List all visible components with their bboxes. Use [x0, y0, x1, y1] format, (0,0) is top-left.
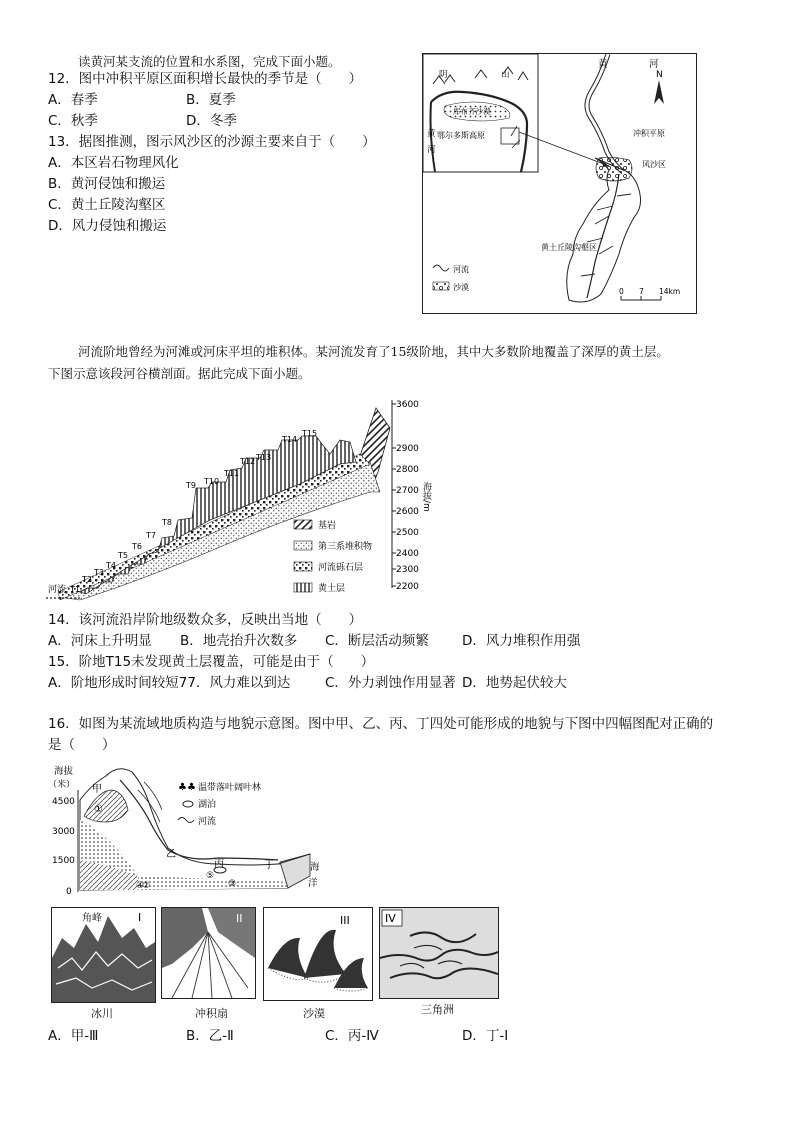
tree-icon: ♣♣: [178, 782, 196, 793]
q13-stem: 13．据图推测，图示风沙区的沙源主要来自于（ ）: [48, 134, 376, 150]
panel-I-numeral: I: [138, 911, 142, 924]
tributary-branches: [581, 194, 631, 276]
panel-II-numeral: II: [236, 912, 243, 925]
legend-forest-label: 温带落叶阔叶林: [198, 783, 262, 793]
elevation-ticks: [392, 400, 419, 592]
north-arrow-icon: [654, 80, 664, 104]
tick-3600: 3600: [396, 400, 419, 410]
point-jia: 甲: [92, 784, 102, 795]
intro-text-2-line2: 下图示意该段河谷横剖面。据此完成下面小题。: [48, 366, 311, 381]
yellow-river-main: [587, 54, 623, 172]
panel-III-numeral: III: [340, 914, 350, 927]
label-wind-sand: 风沙区: [642, 160, 666, 169]
q13-option-b[interactable]: B．黄河侵蚀和搬运: [48, 176, 166, 192]
q12-option-a[interactable]: A．春季: [48, 92, 98, 108]
circled-4: ④: [136, 881, 145, 891]
basin-tick-4500: 4500: [52, 797, 75, 807]
q16-stem-line2: 是（ ）: [48, 737, 116, 753]
panel-I-glacier: [51, 907, 156, 1003]
legend-loess-label: 黄土层: [318, 584, 346, 594]
legend-tertiary-label: 第三系堆积物: [318, 542, 373, 552]
q13-option-c[interactable]: C．黄土丘陵沟壑区: [48, 197, 166, 213]
q15-stem: 15．阶地T15未发现黄土层覆盖，可能是由于（ ）: [48, 654, 375, 670]
q14-option-c[interactable]: C．断层活动频繁: [325, 633, 429, 649]
legend-lake-label: 湖泊: [198, 800, 217, 810]
label-yin: 阴: [439, 70, 448, 80]
panel-II-alluvial-fan: [161, 907, 256, 999]
tick-2500: 2500: [396, 528, 419, 538]
panel-IV-caption: 三角洲: [421, 1003, 454, 1016]
terrace-label-T12: T12: [240, 457, 256, 466]
label-huang: 黄: [598, 59, 608, 70]
intro-text-1: 读黄河某支流的位置和水系图，完成下面小题。: [78, 54, 341, 69]
terrace-label-T1: T1: [70, 585, 80, 594]
legend-river-label: 河流: [453, 265, 469, 274]
scale-0: 0: [619, 287, 624, 296]
q16-option-a[interactable]: A．甲-Ⅲ: [48, 1028, 99, 1044]
river-icon: [178, 818, 194, 823]
terrace-label-T6: T6: [132, 542, 142, 551]
basin-axis-unit: （米）: [48, 780, 76, 790]
terrace-label-T15: T15: [302, 429, 318, 438]
point-bing: 丙: [214, 859, 224, 870]
panel-I-caption: 冰川: [91, 1007, 113, 1020]
terrace-label-T5: T5: [118, 551, 128, 560]
q14-option-a[interactable]: A．河床上升明显: [48, 633, 152, 649]
label-alluvial-plain: 冲积平原: [633, 129, 665, 138]
river-label: 河流: [48, 585, 67, 595]
terrace-label-T13: T13: [256, 453, 272, 462]
q13-option-d[interactable]: D．风力侵蚀和搬运: [48, 218, 167, 234]
panel-IV-delta: [379, 907, 499, 999]
label-inset-huang: 黄: [427, 129, 436, 139]
label-loess-hills: 黄土丘陵沟壑区: [541, 243, 597, 252]
river-system-map: [422, 53, 697, 314]
q12-option-c[interactable]: C．秋季: [48, 113, 98, 129]
tick-2400: 2400: [396, 549, 419, 559]
legend-desert-icon: [433, 282, 449, 290]
basin-axis-title: 海拔: [54, 766, 74, 777]
panel-III-desert: [263, 907, 373, 1001]
point-yi: 乙: [166, 849, 176, 860]
scale-7: 7: [639, 287, 644, 296]
terrace-label-T14: T14: [282, 435, 298, 444]
label-he: 河: [649, 59, 659, 70]
legend-gravel-label: 河流砾石层: [318, 563, 364, 573]
terrace-label-T10: T10: [204, 477, 220, 486]
tributary-river: [587, 174, 619, 298]
q15-option-a[interactable]: A．阶地形成时间较短77．风力难以到达: [48, 675, 291, 691]
basin-diagram: [48, 760, 338, 898]
terrace-label-T3: T3: [94, 568, 104, 577]
q13-option-a[interactable]: A．本区岩石物理风化: [48, 155, 179, 171]
basin-diagram-svg: [48, 760, 338, 898]
q14-option-b[interactable]: B．地壳抬升次数多: [180, 633, 298, 649]
circled-2: ②: [142, 881, 151, 891]
legend-gravel-swatch: [294, 562, 312, 571]
basin-legend: [178, 781, 261, 827]
circled-5: ⑤: [206, 871, 215, 881]
label-ordos: 鄂尔多斯高原: [437, 131, 485, 140]
panel-I-inner-label: 角峰: [82, 913, 102, 924]
sea-label-1: 海: [310, 862, 320, 873]
basin-tick-1500: 1500: [52, 856, 75, 866]
terrace-label-T9: T9: [186, 481, 196, 490]
profile-legend: [294, 519, 372, 594]
q14-option-d[interactable]: D．风力堆积作用强: [462, 633, 581, 649]
terrace-label-T8: T8: [162, 518, 172, 527]
basin-tick-3000: 3000: [52, 827, 75, 837]
intro-text-2-line1: 河流阶地曾经为河滩或河床平坦的堆积体。某河流发育了15级阶地，其中大多数阶地覆盖了深厚的黄土层。: [78, 344, 669, 359]
terrace-label-T2: T2: [82, 575, 92, 584]
terrace-profile-svg: [40, 392, 440, 606]
tick-2700: 2700: [396, 486, 419, 496]
q16-option-b[interactable]: B．乙-Ⅱ: [186, 1028, 234, 1044]
q12-option-b[interactable]: B．夏季: [186, 92, 236, 108]
terrace-profile: [40, 392, 440, 606]
q16-option-d[interactable]: D．丁-Ⅰ: [462, 1028, 509, 1044]
basin-tick-0: 0: [66, 887, 72, 897]
legend-river-label: 河流: [198, 817, 217, 827]
legend-loess-swatch: [294, 583, 312, 592]
terrace-label-T7: T7: [146, 531, 156, 540]
q16-stem-line1: 16．如图为某流域地质构造与地貌示意图。图中甲、乙、丙、丁四处可能形成的地貌与下图中四幅图配对正确的: [48, 716, 714, 732]
tick-2600: 2600: [396, 507, 419, 517]
tick-2200: 2200: [396, 582, 419, 592]
legend-river-icon: [433, 265, 449, 271]
legend-bedrock-swatch: [294, 520, 312, 529]
label-inset-he: 河: [427, 145, 436, 155]
terrace-label-T4: T4: [106, 561, 116, 570]
legend-desert-label: 沙漠: [453, 283, 469, 292]
panel-III-caption: 沙漠: [303, 1007, 325, 1020]
terrace-label-T11: T11: [224, 469, 240, 478]
panel-IV-numeral: IV: [385, 912, 396, 925]
label-kubuqi: 库布齐沙漠: [453, 107, 491, 116]
sea-label-2: 洋: [308, 878, 318, 889]
legend-bedrock-label: 基岩: [318, 521, 337, 531]
label-north: N: [656, 70, 663, 80]
q15-option-d[interactable]: D．地势起伏较大: [462, 675, 567, 691]
point-ding: 丁: [264, 860, 274, 871]
river-system-map-svg: [423, 54, 696, 313]
tick-2800: 2800: [396, 465, 419, 475]
axis-label-elevation: 海拔/m: [421, 482, 431, 512]
q12-stem: 12．图中冲积平原区面积增长最快的季节是（ ）: [48, 71, 363, 87]
label-shan: 山: [501, 70, 510, 80]
lake-icon: [183, 801, 193, 807]
legend-tertiary-swatch: [294, 541, 312, 550]
q16-option-c[interactable]: C．丙-Ⅳ: [325, 1028, 379, 1044]
tick-2900: 2900: [396, 444, 419, 454]
panel-II-caption: 冲积扇: [195, 1007, 228, 1020]
tick-2300: 2300: [396, 565, 419, 575]
wind-sand-area: [596, 157, 632, 181]
q14-stem: 14．该河流沿岸阶地级数众多，反映出当地（ ）: [48, 612, 363, 628]
glacier-peaks-icon: [52, 916, 155, 1002]
circled-3: ③: [228, 879, 237, 889]
q12-option-d[interactable]: D．冬季: [186, 113, 237, 129]
scale-14km: 14km: [659, 287, 681, 296]
circled-1: ①: [94, 804, 103, 815]
q15-option-c[interactable]: C．外力剥蚀作用显著: [325, 675, 456, 691]
